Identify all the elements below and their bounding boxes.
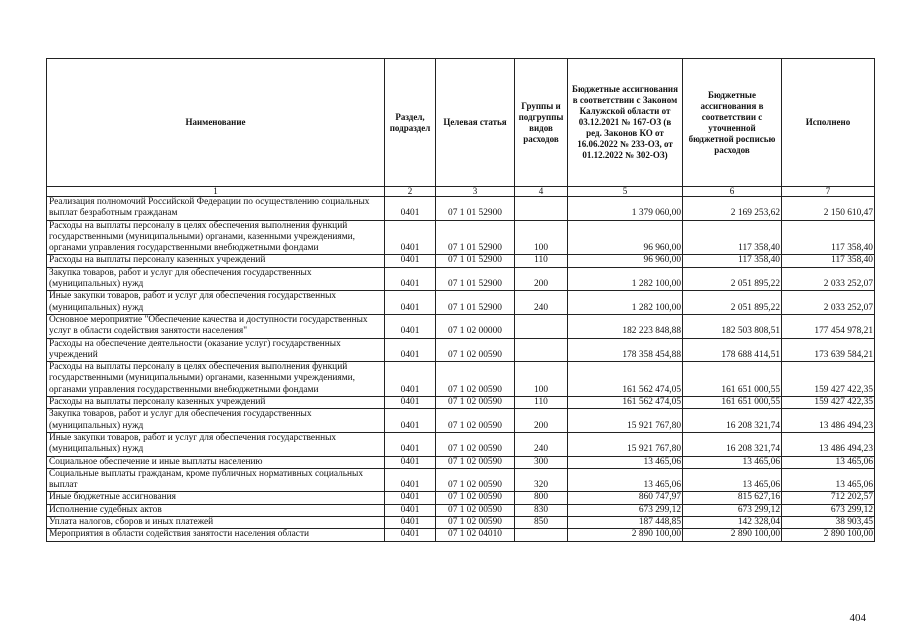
row-executed-cell: 177 454 978,21 (782, 314, 875, 338)
table-row (47, 267, 875, 291)
row-refined-cell: 142 328,04 (683, 517, 782, 529)
row-group-cell: 830 (515, 504, 568, 516)
row-target-cell: 07 1 01 52900 (436, 291, 515, 315)
column-number: 2 (385, 187, 436, 197)
table-row (47, 409, 875, 433)
row-section-cell: 0401 (385, 255, 436, 267)
row-name-cell: Иные закупки товаров, работ и услуг для обеспечения государственных (муниципальных) нужд (47, 432, 385, 456)
row-refined-cell: 13 465,06 (683, 468, 782, 492)
row-executed-cell: 712 202,57 (782, 492, 875, 504)
row-group-cell: 110 (515, 255, 568, 267)
table-body (47, 197, 875, 542)
row-refined-cell: 182 503 808,51 (683, 314, 782, 338)
row-name-cell: Расходы на обеспечение деятельности (оказание услуг) государственных учреждений (47, 338, 385, 362)
column-number: 1 (47, 187, 385, 197)
row-executed-cell: 13 486 494,23 (782, 409, 875, 433)
row-group-cell (515, 338, 568, 362)
row-refined-cell: 16 208 321,74 (683, 432, 782, 456)
row-planned-cell: 860 747,97 (568, 492, 683, 504)
row-section-cell: 0401 (385, 397, 436, 409)
row-group-cell: 100 (515, 220, 568, 255)
row-name-cell: Уплата налогов, сборов и иных платежей (47, 517, 385, 529)
row-group-cell: 300 (515, 456, 568, 468)
row-section-cell: 0401 (385, 409, 436, 433)
row-name-cell: Расходы на выплаты персоналу в целях обеспечения выполнения функций государственными (муниципальными) органами, казенными учреждениями, органами управления государственными внебюджетными фондами (47, 362, 385, 397)
row-group-cell: 110 (515, 397, 568, 409)
row-section-cell: 0401 (385, 517, 436, 529)
row-target-cell: 07 1 01 52900 (436, 220, 515, 255)
row-refined-cell: 161 651 000,55 (683, 362, 782, 397)
table-row (47, 529, 875, 541)
row-executed-cell: 13 465,06 (782, 468, 875, 492)
row-target-cell: 07 1 02 00590 (436, 397, 515, 409)
row-name-cell: Закупка товаров, работ и услуг для обеспечения государственных (муниципальных) нужд (47, 267, 385, 291)
row-group-cell (515, 529, 568, 541)
column-number: 4 (515, 187, 568, 197)
row-group-cell: 200 (515, 267, 568, 291)
row-planned-cell: 673 299,12 (568, 504, 683, 516)
row-planned-cell: 15 921 767,80 (568, 409, 683, 433)
row-section-cell: 0401 (385, 338, 436, 362)
row-planned-cell: 161 562 474,05 (568, 362, 683, 397)
row-target-cell: 07 1 01 52900 (436, 255, 515, 267)
row-planned-cell: 15 921 767,80 (568, 432, 683, 456)
row-target-cell: 07 1 02 00000 (436, 314, 515, 338)
row-group-cell (515, 197, 568, 221)
row-refined-cell: 117 358,40 (683, 220, 782, 255)
table-row (47, 456, 875, 468)
row-name-cell: Закупка товаров, работ и услуг для обеспечения государственных (муниципальных) нужд (47, 409, 385, 433)
row-name-cell: Социальные выплаты гражданам, кроме публичных нормативных социальных выплат (47, 468, 385, 492)
row-target-cell: 07 1 02 00590 (436, 362, 515, 397)
row-name-cell: Реализация полномочий Российской Федерации по осуществлению социальных выплат безработным гражданам (47, 197, 385, 221)
row-target-cell: 07 1 02 00590 (436, 492, 515, 504)
row-planned-cell: 1 379 060,00 (568, 197, 683, 221)
row-refined-cell: 13 465,06 (683, 456, 782, 468)
row-refined-cell: 16 208 321,74 (683, 409, 782, 433)
row-executed-cell: 2 033 252,07 (782, 291, 875, 315)
row-group-cell: 200 (515, 409, 568, 433)
row-executed-cell: 117 358,40 (782, 255, 875, 267)
row-name-cell: Социальное обеспечение и иные выплаты населению (47, 456, 385, 468)
row-executed-cell: 2 033 252,07 (782, 267, 875, 291)
column-number: 6 (683, 187, 782, 197)
row-group-cell (515, 314, 568, 338)
table-row (47, 432, 875, 456)
header-groups: Группы и подгруппы видов расходов (515, 59, 568, 187)
row-section-cell: 0401 (385, 529, 436, 541)
row-target-cell: 07 1 02 00590 (436, 504, 515, 516)
row-group-cell: 240 (515, 432, 568, 456)
row-executed-cell: 38 903,45 (782, 517, 875, 529)
row-section-cell: 0401 (385, 197, 436, 221)
column-number: 5 (568, 187, 683, 197)
row-section-cell: 0401 (385, 314, 436, 338)
row-executed-cell: 13 465,06 (782, 456, 875, 468)
row-target-cell: 07 1 02 00590 (436, 468, 515, 492)
row-section-cell: 0401 (385, 220, 436, 255)
row-planned-cell: 187 448,85 (568, 517, 683, 529)
row-target-cell: 07 1 02 00590 (436, 432, 515, 456)
column-number: 7 (782, 187, 875, 197)
row-refined-cell: 2 051 895,22 (683, 267, 782, 291)
row-name-cell: Иные закупки товаров, работ и услуг для обеспечения государственных (муниципальных) нужд (47, 291, 385, 315)
table-row (47, 468, 875, 492)
row-refined-cell: 673 299,12 (683, 504, 782, 516)
table-row (47, 504, 875, 516)
row-executed-cell: 117 358,40 (782, 220, 875, 255)
column-number-row (47, 187, 875, 197)
row-refined-cell: 2 890 100,00 (683, 529, 782, 541)
header-name: Наименование (47, 59, 385, 187)
row-executed-cell: 2 890 100,00 (782, 529, 875, 541)
row-target-cell: 07 1 02 04010 (436, 529, 515, 541)
table-row (47, 197, 875, 221)
row-section-cell: 0401 (385, 291, 436, 315)
row-refined-cell: 117 358,40 (683, 255, 782, 267)
row-planned-cell: 1 282 100,00 (568, 267, 683, 291)
row-executed-cell: 159 427 422,35 (782, 362, 875, 397)
row-name-cell: Расходы на выплаты персоналу казенных учреждений (47, 397, 385, 409)
header-refined: Бюджетные ассигнования в соответствии с уточненной бюджетной росписью расходов (683, 59, 782, 187)
row-name-cell: Расходы на выплаты персоналу казенных учреждений (47, 255, 385, 267)
row-planned-cell: 13 465,06 (568, 456, 683, 468)
row-refined-cell: 2 051 895,22 (683, 291, 782, 315)
row-target-cell: 07 1 02 00590 (436, 409, 515, 433)
budget-table (46, 58, 875, 542)
table-row (47, 291, 875, 315)
row-target-cell: 07 1 02 00590 (436, 517, 515, 529)
row-section-cell: 0401 (385, 432, 436, 456)
row-section-cell: 0401 (385, 468, 436, 492)
header-target: Целевая статья (436, 59, 515, 187)
row-planned-cell: 161 562 474,05 (568, 397, 683, 409)
row-name-cell: Иные бюджетные ассигнования (47, 492, 385, 504)
table-row (47, 314, 875, 338)
row-planned-cell: 13 465,06 (568, 468, 683, 492)
row-name-cell: Исполнение судебных актов (47, 504, 385, 516)
row-group-cell: 320 (515, 468, 568, 492)
row-target-cell: 07 1 02 00590 (436, 338, 515, 362)
row-refined-cell: 178 688 414,51 (683, 338, 782, 362)
row-refined-cell: 815 627,16 (683, 492, 782, 504)
table-row (47, 362, 875, 397)
column-number: 3 (436, 187, 515, 197)
table-row (47, 220, 875, 255)
row-executed-cell: 173 639 584,21 (782, 338, 875, 362)
table-row (47, 255, 875, 267)
row-executed-cell: 2 150 610,47 (782, 197, 875, 221)
row-planned-cell: 1 282 100,00 (568, 291, 683, 315)
row-section-cell: 0401 (385, 362, 436, 397)
header-section: Раздел, подраздел (385, 59, 436, 187)
table-row (47, 517, 875, 529)
table-row (47, 397, 875, 409)
page-number: 404 (849, 612, 866, 624)
row-planned-cell: 96 960,00 (568, 255, 683, 267)
row-group-cell: 800 (515, 492, 568, 504)
row-section-cell: 0401 (385, 456, 436, 468)
row-planned-cell: 96 960,00 (568, 220, 683, 255)
row-planned-cell: 182 223 848,88 (568, 314, 683, 338)
table-row (47, 338, 875, 362)
row-target-cell: 07 1 02 00590 (436, 456, 515, 468)
row-executed-cell: 673 299,12 (782, 504, 875, 516)
row-refined-cell: 2 169 253,62 (683, 197, 782, 221)
row-executed-cell: 13 486 494,23 (782, 432, 875, 456)
row-target-cell: 07 1 01 52900 (436, 197, 515, 221)
row-planned-cell: 2 890 100,00 (568, 529, 683, 541)
row-planned-cell: 178 358 454,88 (568, 338, 683, 362)
row-section-cell: 0401 (385, 267, 436, 291)
row-executed-cell: 159 427 422,35 (782, 397, 875, 409)
row-refined-cell: 161 651 000,55 (683, 397, 782, 409)
row-section-cell: 0401 (385, 492, 436, 504)
row-group-cell: 240 (515, 291, 568, 315)
row-group-cell: 100 (515, 362, 568, 397)
table-header (47, 59, 875, 197)
table-row (47, 492, 875, 504)
header-executed: Исполнено (782, 59, 875, 187)
row-section-cell: 0401 (385, 504, 436, 516)
row-name-cell: Мероприятия в области содействия занятости населения области (47, 529, 385, 541)
header-planned: Бюджетные ассигнования в соответствии с Законом Калужской области от 03.12.2021 № 167-ОЗ (в ред. Законов КО от 16.06.2022 № 233-ОЗ, от 01.12.2022 № 302-ОЗ) (568, 59, 683, 187)
row-target-cell: 07 1 01 52900 (436, 267, 515, 291)
row-name-cell: Основное мероприятие "Обеспечение качества и доступности государственных услуг в области содействия занятости населения" (47, 314, 385, 338)
row-group-cell: 850 (515, 517, 568, 529)
row-name-cell: Расходы на выплаты персоналу в целях обеспечения выполнения функций государственными (муниципальными) органами, казенными учреждениями, органами управления государственными внебюджетными фондами (47, 220, 385, 255)
